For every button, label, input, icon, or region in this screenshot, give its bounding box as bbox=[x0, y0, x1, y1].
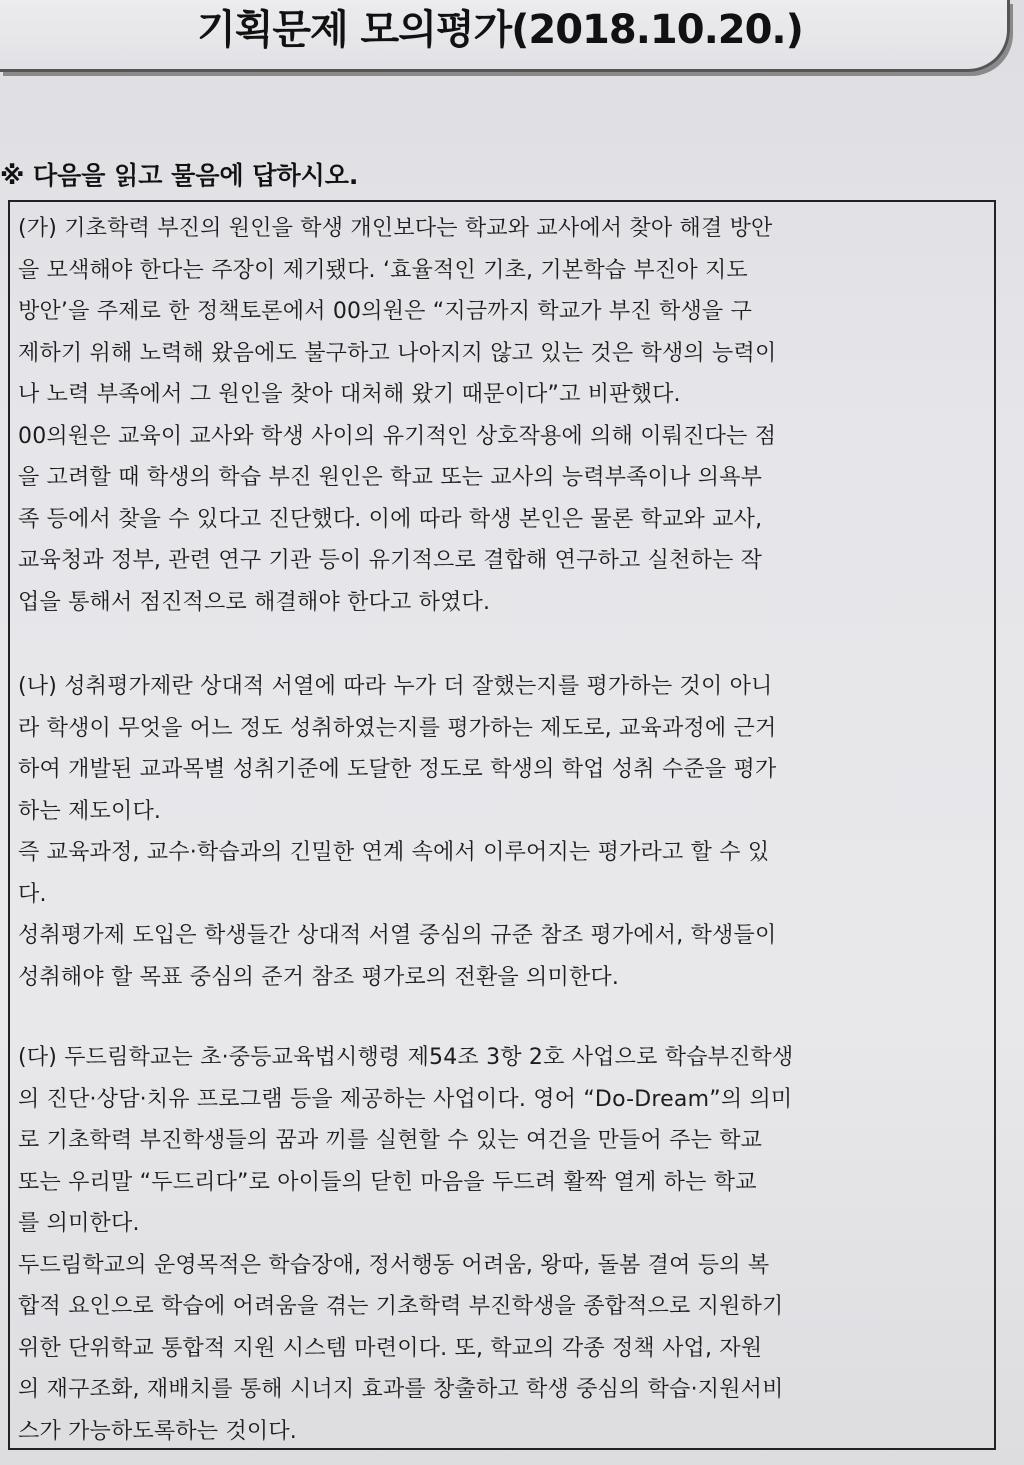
passage-line: 두드림학교의 운영목적은 학습장애, 정서행동 어려움, 왕따, 돌봄 결여 등의 복 bbox=[18, 1252, 770, 1278]
passage-line: 로 기초학력 부진학생들의 꿈과 끼를 실현할 수 있는 여건을 만들어 주는 학교 bbox=[18, 1128, 763, 1153]
passage-line: 하는 제도이다. bbox=[18, 798, 162, 824]
passage-line: 의 재구조화, 재배치를 통해 시너지 효과를 창출하고 학생 중심의 학습·지원서비 bbox=[18, 1377, 784, 1402]
passage-line: 라 학생이 무엇을 어느 정도 성취하였는지를 평가하는 제도로, 교육과정에 근거 bbox=[18, 715, 777, 741]
passage-line: 즉 교육과정, 교수·학습과의 긴밀한 연계 속에서 이루어지는 평가라고 할 수 있 bbox=[18, 840, 770, 865]
passage-line: 을 모색해야 한다는 주장이 제기됐다. ‘효율적인 기초, 기본학습 부진아 지도 bbox=[18, 257, 748, 283]
passage-line: 교육청과 정부, 관련 연구 기관 등이 유기적으로 결합해 연구하고 실천하는 작 bbox=[18, 548, 763, 573]
passage-line: 제하기 위해 노력해 왔음에도 불구하고 나아지지 않고 있는 것은 학생의 능력이 bbox=[18, 340, 777, 366]
passage-line: 를 의미한다. bbox=[18, 1211, 140, 1236]
passage-line: 스가 가능하도록하는 것이다. bbox=[18, 1418, 298, 1444]
instruction-text: ※ 다음을 읽고 물음에 답하시오. bbox=[0, 161, 359, 190]
passage-line: 의 진단·상담·치유 프로그램 등을 제공하는 사업이다. 영어 “Do-Dream”의 의미 bbox=[18, 1086, 793, 1112]
passage-ga bbox=[18, 208, 993, 623]
passage-line: 업을 통해서 점진적으로 해결해야 한다고 하였다. bbox=[18, 589, 491, 615]
passage-line: 위한 단위학교 통합적 지원 시스템 마련이다. 또, 학교의 각종 정책 사업, 자원 bbox=[18, 1335, 763, 1361]
passage-na bbox=[18, 666, 993, 998]
passage-line: (나) 성취평가제란 상대적 서열에 따라 누가 더 잘했는지를 평가하는 것이 아니 bbox=[18, 674, 773, 699]
passage-line: 나 노력 부족에서 그 원인을 찾아 대처해 왔기 때문이다”고 비판했다. bbox=[18, 382, 681, 407]
passage-line: 을 고려할 때 학생의 학습 부진 원인은 학교 또는 교사의 능력부족이나 의욕부 bbox=[18, 465, 763, 490]
passage-da bbox=[18, 1037, 993, 1452]
passage-line: 성취해야 할 목표 중심의 준거 참조 평가로의 전환을 의미한다. bbox=[18, 964, 620, 990]
passage-line: 성취평가제 도입은 학생들간 상대적 서열 중심의 규준 참조 평가에서, 학생들이 bbox=[18, 923, 777, 948]
passage-line: 00의원은 교육이 교사와 학생 사이의 유기적인 상호작용에 의해 이뤄진다는 점 bbox=[18, 423, 777, 449]
passage-line: 하여 개발된 교과목별 성취기준에 도달한 정도로 학생의 학업 성취 수준을 평가 bbox=[18, 757, 777, 782]
passage-line: 또는 우리말 “두드리다”로 아이들의 닫힌 마음을 두드려 활짝 열게 하는 학교 bbox=[18, 1169, 757, 1195]
page-title: 기획문제 모의평가(2018.10.20.) bbox=[197, 7, 803, 53]
passage-line: 방안’을 주제로 한 정책토론에서 00의원은 “지금까지 학교가 부진 학생을 구 bbox=[18, 299, 753, 324]
passage-line: 다. bbox=[18, 881, 47, 907]
passage-line: 족 등에서 찾을 수 있다고 진단했다. 이에 따라 학생 본인은 물론 학교와 교사, bbox=[18, 506, 763, 532]
passage-line: (다) 두드림학교는 초·중등교육법시행령 제54조 3항 2호 사업으로 학습부진학생 bbox=[18, 1045, 794, 1070]
passage-line: 합적 요인으로 학습에 어려움을 겪는 기초학력 부진학생을 종합적으로 지원하기 bbox=[18, 1294, 784, 1319]
passage-line: (가) 기초학력 부진의 원인을 학생 개인보다는 학교와 교사에서 찾아 해결 방안 bbox=[18, 216, 773, 241]
